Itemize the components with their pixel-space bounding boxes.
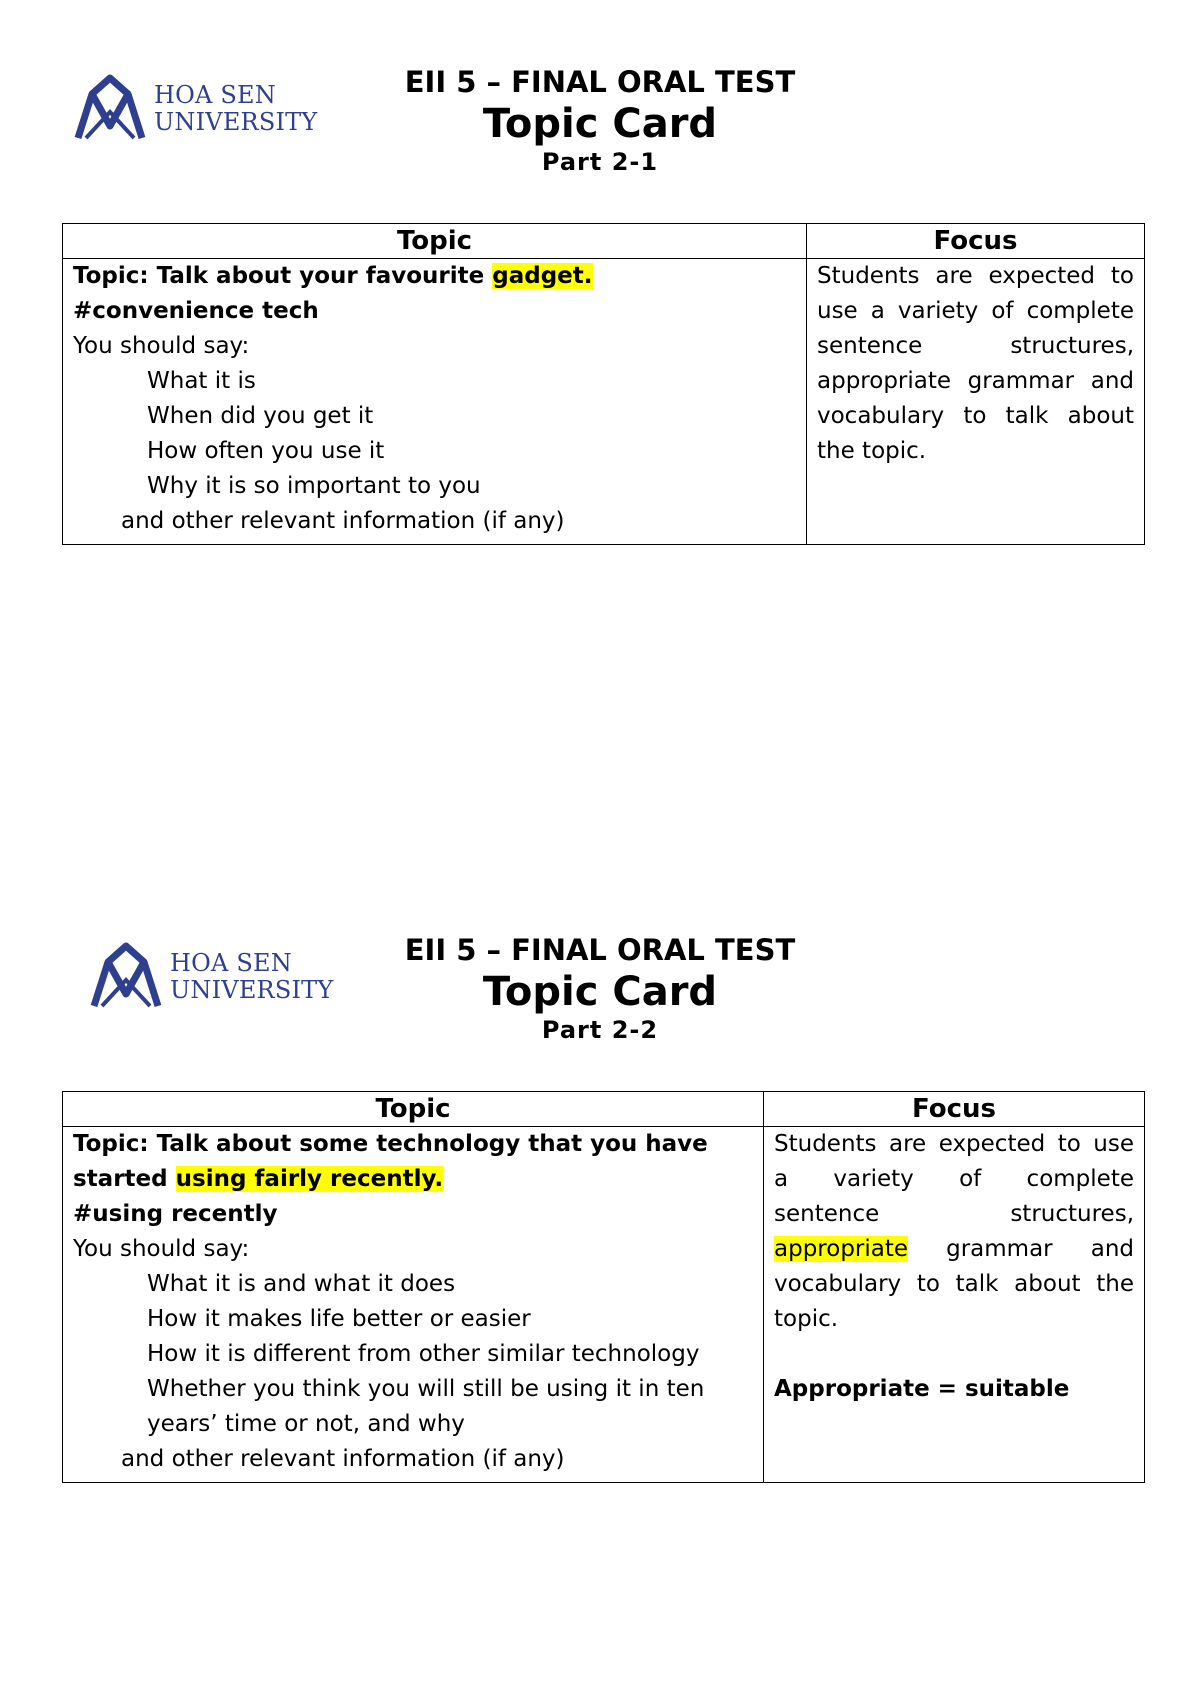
logo-line-1: HOA SEN bbox=[154, 81, 276, 109]
topic-cell bbox=[63, 1127, 764, 1483]
focus-column-header: Focus bbox=[807, 224, 1145, 259]
focus-line: appropriate grammar and bbox=[774, 1236, 1134, 1262]
card-title: Topic Card bbox=[482, 101, 718, 147]
part-label: Part 2-1 bbox=[541, 148, 659, 176]
focus-column-header: Focus bbox=[764, 1092, 1145, 1127]
highlighted-keyword: gadget. bbox=[492, 263, 593, 289]
card-header bbox=[0, 930, 1200, 1046]
focus-line: a variety of complete bbox=[774, 1166, 1134, 1192]
topic-column-header: Topic bbox=[63, 224, 807, 259]
list-item: Why it is so important to you bbox=[147, 473, 481, 499]
prompt-label: You should say: bbox=[73, 333, 250, 359]
topic-table bbox=[62, 1091, 1145, 1483]
focus-line: Students are expected to use bbox=[774, 1131, 1134, 1157]
focus-line: sentence structures, bbox=[817, 333, 1134, 359]
card-title: Topic Card bbox=[482, 969, 718, 1015]
focus-cell bbox=[764, 1127, 1145, 1483]
list-item: How it makes life better or easier bbox=[147, 1306, 531, 1332]
closing-line: and other relevant information (if any) bbox=[121, 1446, 565, 1472]
focus-line: use a variety of complete bbox=[817, 298, 1134, 324]
focus-note: Appropriate = suitable bbox=[774, 1376, 1070, 1402]
focus-line: appropriate grammar and bbox=[817, 368, 1134, 394]
topic-table bbox=[62, 223, 1145, 545]
topic-hashtag: #using recently bbox=[73, 1201, 278, 1227]
list-item: What it is bbox=[147, 368, 256, 394]
highlighted-keyword: appropriate bbox=[774, 1236, 909, 1262]
list-item: Whether you think you will still be using it in ten years’ time or not, and why bbox=[147, 1376, 705, 1437]
focus-line: vocabulary to talk about bbox=[817, 403, 1134, 429]
topic-column-header: Topic bbox=[63, 1092, 764, 1127]
card-header bbox=[0, 62, 1200, 178]
topic-cell bbox=[63, 259, 807, 545]
list-item: When did you get it bbox=[147, 403, 374, 429]
focus-cell bbox=[807, 259, 1145, 545]
exam-title: EII 5 – FINAL ORAL TEST bbox=[404, 933, 796, 967]
topic-heading-continued: started using fairly recently. bbox=[73, 1166, 444, 1192]
logo-line-1: HOA SEN bbox=[170, 949, 292, 977]
topic-hashtag: #convenience tech bbox=[73, 298, 319, 324]
focus-line: vocabulary to talk about the bbox=[774, 1271, 1134, 1297]
part-label: Part 2-2 bbox=[541, 1016, 659, 1044]
exam-title: EII 5 – FINAL ORAL TEST bbox=[404, 65, 796, 99]
focus-line: Students are expected to bbox=[817, 263, 1134, 289]
focus-line: sentence structures, bbox=[774, 1201, 1134, 1227]
list-item: How often you use it bbox=[147, 438, 385, 464]
highlighted-keyword: using fairly recently. bbox=[175, 1166, 444, 1192]
focus-line: the topic. bbox=[817, 438, 927, 464]
list-item: How it is different from other similar technology bbox=[147, 1341, 700, 1367]
prompt-label: You should say: bbox=[73, 1236, 250, 1262]
focus-line: topic. bbox=[774, 1306, 839, 1332]
closing-line: and other relevant information (if any) bbox=[121, 508, 565, 534]
topic-heading: Topic: Talk about some technology that you have bbox=[73, 1131, 708, 1157]
topic-heading: Topic: Talk about your favourite gadget. bbox=[73, 263, 593, 289]
list-item: What it is and what it does bbox=[147, 1271, 456, 1297]
logo-line-2: UNIVERSITY bbox=[170, 976, 334, 1004]
logo-line-2: UNIVERSITY bbox=[154, 108, 318, 136]
